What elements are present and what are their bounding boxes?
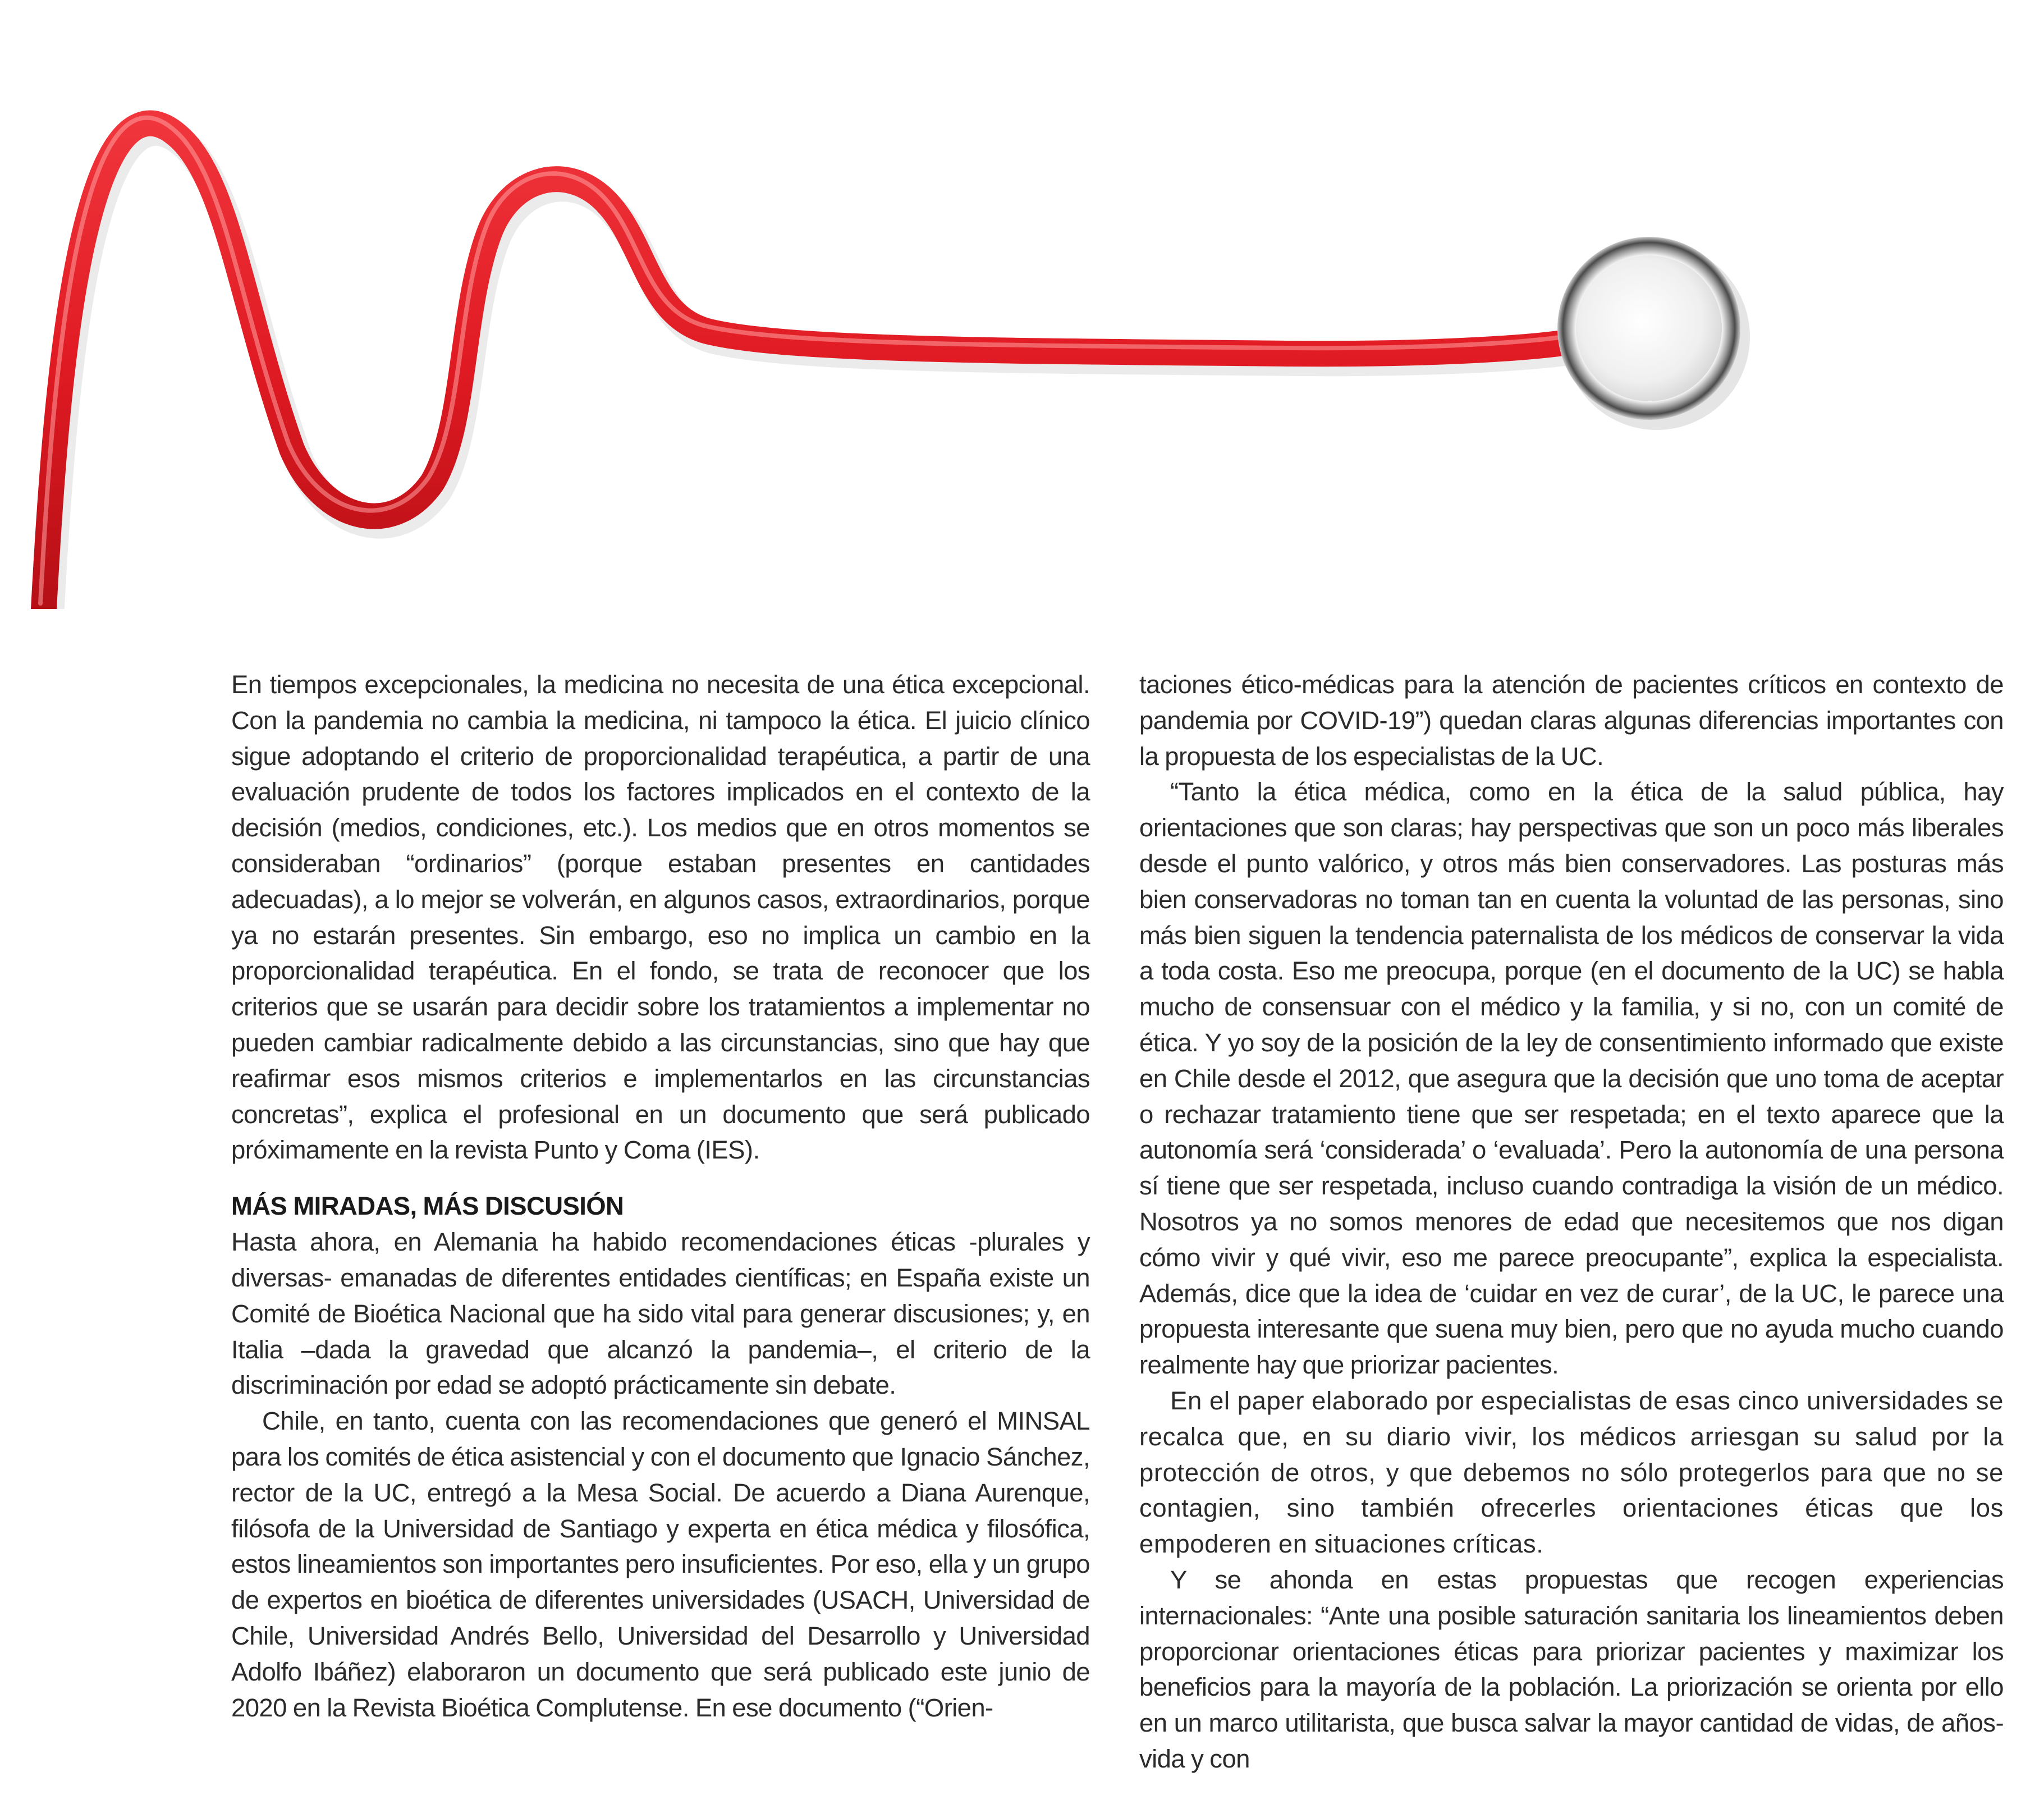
body-paragraph: Chile, en tanto, cuenta con las recomendaciones que generó el MINSAL para los comités de ética asistencial y con el documento que Ignacio Sánchez, rector de la UC, entregó a la Mesa Social. De acuerdo a Diana Aurenque, filósofa de la Universidad de Santiago y experta en ética médica y filosófica, estos lineamientos son importantes pero insuficientes. Por eso, ella y un grupo de expertos en bioética de diferentes universidades (USACH, Universidad de Chile, Universidad Andrés Bello, Universidad del Desarrollo y Universidad Adolfo Ibáñez) elaboraron un documento que será publicado este junio de 2020 en la Revista Bioética Complutense. En ese documento (“Orien-	[231, 1407, 1090, 1722]
body-paragraph: taciones ético-médicas para la atención de pacientes críticos en contexto de pandemia por COVID-19”) quedan claras algunas diferencias importantes con la propuesta de los especialistas de la UC.	[1139, 670, 2004, 771]
body-paragraph: Hasta ahora, en Alemania ha habido recomendaciones éticas -plurales y diversas- emanadas de diferentes entidades científicas; en España existe un Comité de Bioética Nacional que ha sido vital para generar discusiones; y, en Italia –dada la gravedad que alcanzó la pandemia–, el criterio de la discriminación por edad se adoptó prácticamente sin debate.	[231, 1228, 1090, 1400]
stethoscope-illustration	[0, 0, 2044, 609]
article-left-column	[231, 667, 1090, 1725]
body-paragraph: “Tanto la ética médica, como en la ética de la salud pública, hay orientaciones que son claras; hay perspectivas que son un poco más liberales desde el punto valórico, y otros más bien conservadores. Las posturas más bien conservadoras no toman tan en cuenta la voluntad de las personas, sino más bien siguen la tendencia paternalista de los médicos de conservar la vida a toda costa. Eso me preocupa, porque (en el documento de la UC) se habla mucho de consensuar con el médico y la familia, y si no, con un comité de ética. Y yo soy de la posición de la ley de consentimiento informado que existe en Chile desde el 2012, que asegura que la decisión que uno toma de aceptar o rechazar tratamiento tiene que ser respetada; en el texto aparece que la autonomía será ‘considerada’ o ‘evaluada’. Pero la autonomía de una persona sí tiene que ser respetada, incluso cuando contradiga la visión de un médico. Nosotros ya no somos menores de edad que necesitemos que nos digan cómo vivir y qué vivir, eso me parece preocupante”, explica la especialista. Además, dice que la idea de ‘cuidar en vez de curar’, de la UC, le parece una propuesta interesante que suena muy bien, pero que no ayuda mucho cuando realmente hay que priorizar pacientes.	[1139, 777, 2004, 1380]
article-right-column	[1139, 667, 2004, 1777]
body-paragraph: En el paper elaborado por especialistas de esas cinco universidades se recalca que, en su diario vivir, los médicos arriesgan su salud por la protección de otros, y que debemos no sólo protegerlos para que no se contagien, sino también ofrecerles orientaciones éticas que los empoderen en situaciones críticas.	[1139, 1386, 2004, 1559]
chestpiece-diaphragm	[1576, 255, 1722, 401]
body-paragraph: Y se ahonda en estas propuestas que recogen experiencias internacionales: “Ante una posible saturación sanitaria los lineamientos deben proporcionar orientaciones éticas para priorizar pacientes y maximizar los beneficios para la mayoría de la población. La priorización se orienta por ello en un marco utilitarista, que busca salvar la mayor cantidad de vidas, de años-vida y con	[1139, 1565, 2004, 1773]
body-paragraph: En tiempos excepcionales, la medicina no necesita de una ética excepcional. Con la pandemia no cambia la medicina, ni tampoco la ética. El juicio clínico sigue adoptando el criterio de proporcionalidad terapéutica, a partir de una evaluación prudente de todos los factores implicados en el contexto de la decisión (medios, condiciones, etc.). Los medios que en otros momentos se consideraban “ordinarios” (porque estaban presentes en cantidades adecuadas), a lo mejor se volverán, en algunos casos, extraordinarios, porque ya no estarán presentes. Sin embargo, eso no implica un cambio en la proporcionalidad terapéutica. En el fondo, se trata de reconocer que los criterios que se usarán para decidir sobre los tratamientos a implementar no pueden cambiar radicalmente debido a las circunstancias, sino que hay que reafirmar esos mismos criterios e implementarlos en las circunstancias concretas”, explica el profesional en un documento que será publicado próximamente en la revista Punto y Coma (IES).	[231, 670, 1090, 1165]
stethoscope-tube	[44, 123, 1583, 609]
tube-shadow	[49, 131, 1588, 609]
stethoscope-image	[0, 0, 2044, 609]
section-heading: MÁS MIRADAS, MÁS DISCUSIÓN	[231, 1192, 624, 1221]
